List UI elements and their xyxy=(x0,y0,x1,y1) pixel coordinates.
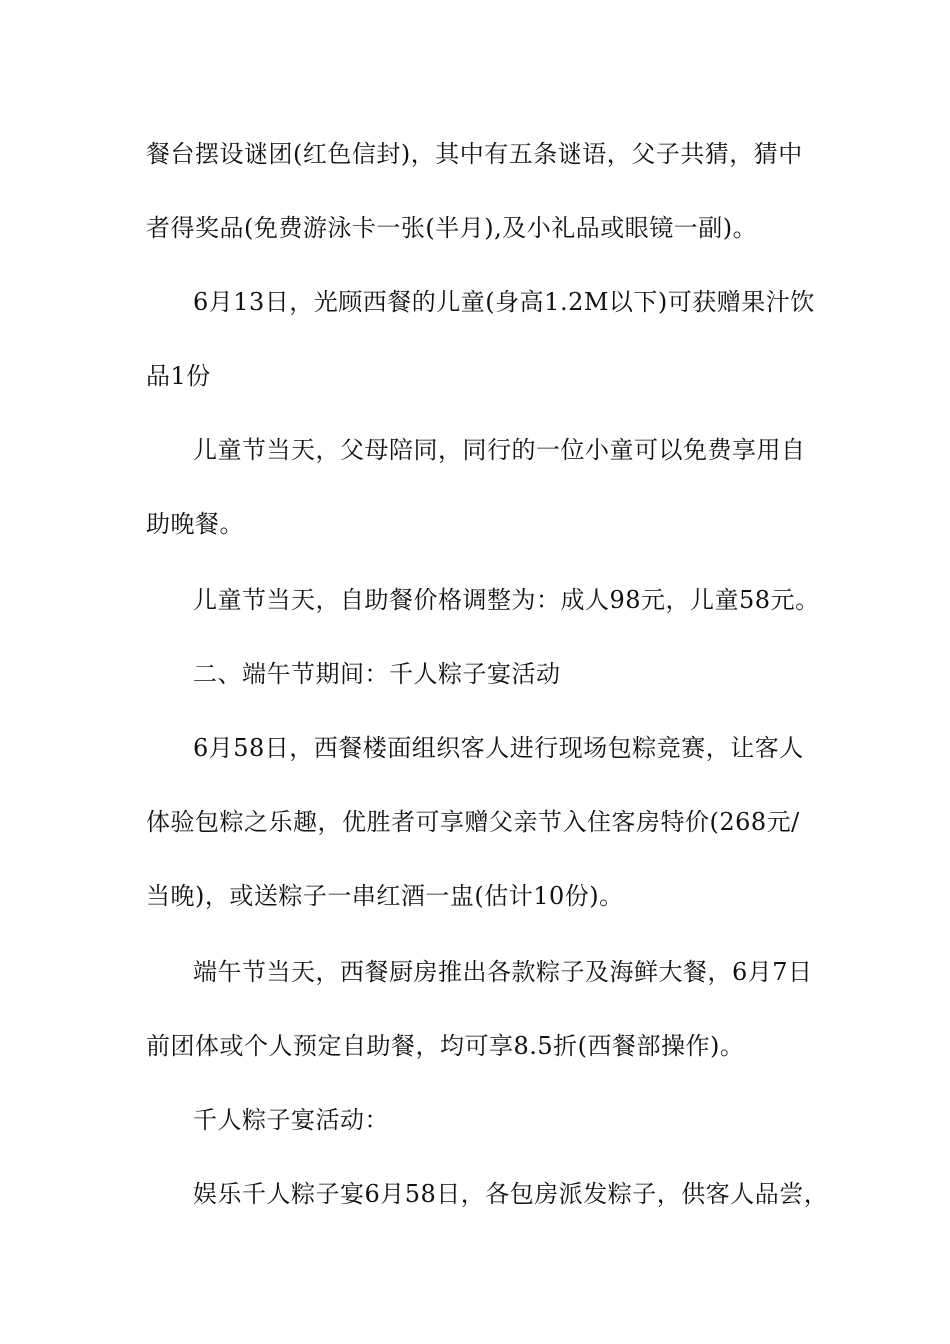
text-line: 端午节当天，西餐厨房推出各款粽子及海鲜大餐，6月7日 xyxy=(193,958,813,986)
text-line: 助晚餐。 xyxy=(146,510,244,538)
text-line: 娱乐千人粽子宴6月58日，各包房派发粽子，供客人品尝， xyxy=(193,1180,829,1208)
text-line: 6月13日，光顾西餐的儿童(身高1.2M以下)可获赠果汁饮 xyxy=(193,288,815,316)
text-line: 前团体或个人预定自助餐，均可享8.5折(西餐部操作)。 xyxy=(146,1032,745,1060)
text-line: 千人粽子宴活动： xyxy=(193,1106,389,1134)
text-line: 当晚)，或送粽子一串红酒一盅(估计10份)。 xyxy=(146,882,624,910)
text-line: 儿童节当天，自助餐价格调整为：成人98元，儿童58元。 xyxy=(193,586,820,614)
text-line: 儿童节当天，父母陪同，同行的一位小童可以免费享用自 xyxy=(193,436,806,464)
text-line: 6月58日，西餐楼面组织客人进行现场包粽竞赛，让客人 xyxy=(193,734,804,762)
text-line: 体验包粽之乐趣，优胜者可享赠父亲节入住客房特价(268元/ xyxy=(146,808,800,836)
text-line: 者得奖品(免费游泳卡一张(半月),及小礼品或眼镜一副)。 xyxy=(146,214,758,242)
section-heading: 二、端午节期间：千人粽子宴活动 xyxy=(193,660,561,688)
text-line: 品1份 xyxy=(146,362,211,390)
text-line: 餐台摆设谜团(红色信封)，其中有五条谜语，父子共猜，猜中 xyxy=(146,140,803,168)
